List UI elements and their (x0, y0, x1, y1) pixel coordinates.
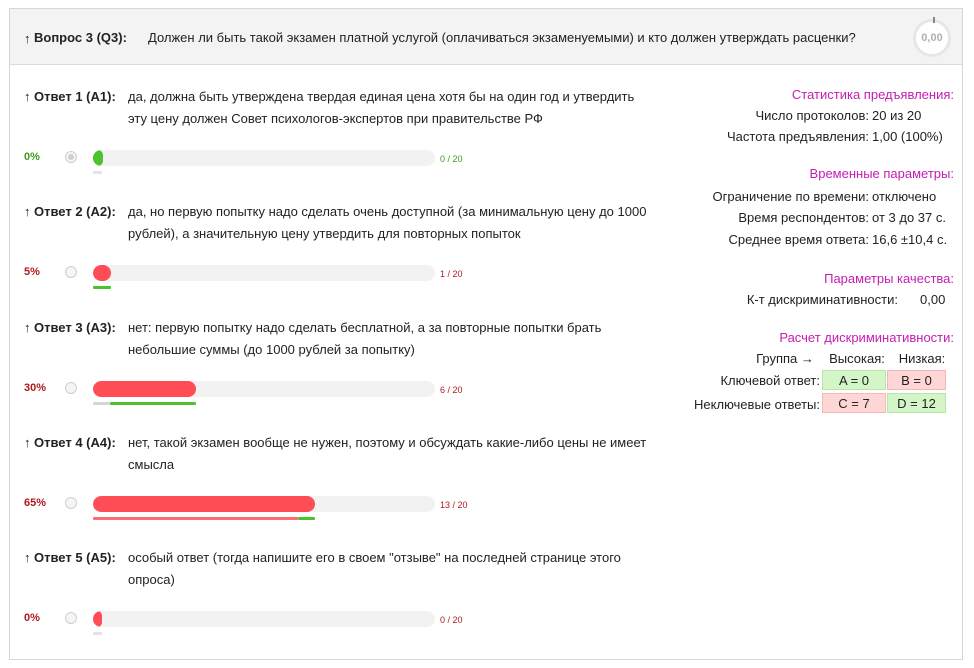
quality-disc-row (610, 292, 954, 308)
answer-progress-track (93, 381, 435, 397)
answer-progress-fill (93, 381, 196, 397)
stats-freq-row (610, 129, 954, 145)
answer-radio[interactable] (65, 151, 77, 163)
answer-progress-fill (93, 611, 102, 627)
answer-count: 0 / 20 (440, 154, 463, 164)
answer-item-4 (10, 435, 670, 545)
time-limit-value: отключено (872, 189, 937, 204)
answer-count: 13 / 20 (440, 500, 468, 510)
quality-disc-value: 0,00 (920, 292, 946, 307)
answer-progress-track (93, 265, 435, 281)
answer-item-5 (10, 550, 670, 660)
answer-text: нет: первую попытку надо сделать бесплатной, а за повторные попытки брать небольшие суммы (до 1000 рублей за попытку) (128, 320, 602, 357)
score-gauge (913, 19, 951, 57)
group-header-label: Группа → (756, 351, 814, 366)
time-title: Временные параметры: (809, 166, 954, 181)
answer-text: особый ответ (тогда напишите его в своем "отзыве" на последней странице этого опроса) (128, 550, 621, 587)
time-avg-value: 16,6 ±10,4 с. (872, 232, 948, 247)
question-card (9, 8, 963, 660)
answer-text: да, должна быть утверждена твердая единая цена хотя бы на один год и утвердить эту цену должен Совет психологов-экспертов при правительстве РФ (128, 89, 635, 126)
sort-arrow-icon[interactable]: ↑ (24, 550, 31, 565)
quality-disc-label: К-т дискриминативности: (746, 292, 898, 307)
answer-radio[interactable] (65, 266, 77, 278)
stats-protocols-row (610, 108, 954, 124)
answer-radio[interactable] (65, 497, 77, 509)
question-header (10, 9, 962, 65)
sort-arrow-icon[interactable]: ↑ (24, 435, 31, 450)
score-tick (933, 17, 935, 23)
stats-freq-value: 1,00 (100%) (872, 129, 943, 144)
time-avg-label: Среднее время ответа: (728, 232, 869, 247)
group-low-label: Низкая: (898, 351, 946, 366)
answer-percent: 30% (24, 382, 47, 394)
answer-label: Ответ 4 (A4): (34, 435, 116, 450)
time-limit-row (610, 189, 954, 205)
answer-count: 6 / 20 (440, 385, 463, 395)
nonkey-answers-label: Неключевые ответы: (694, 397, 820, 412)
group-high-label: Высокая: (829, 351, 885, 366)
answer-label: Ответ 1 (A1): (34, 89, 116, 104)
answer-count: 0 / 20 (440, 615, 463, 625)
answer-text: нет, такой экзамен вообще не нужен, поэтому и обсуждать какие-либо цены не имеет смысла (128, 435, 647, 472)
question-label: Вопрос 3 (Q3): (34, 30, 127, 45)
time-limit-label: Ограничение по времени: (712, 189, 869, 204)
sort-arrow-icon[interactable]: ↑ (24, 89, 31, 104)
answer-text: да, но первую попытку надо сделать очень доступной (за минимальную цену до 1000 рублей), а значительную цену утвердить для повторных попыток (128, 204, 647, 241)
sort-arrow-icon[interactable]: ↑ (24, 31, 31, 46)
stats-freq-label: Частота предъявления: (727, 129, 869, 144)
answer-progress-fill (93, 496, 315, 512)
time-resp-value: от 3 до 37 с. (872, 210, 946, 225)
answer-progress-fill (93, 150, 103, 166)
answer-radio[interactable] (65, 382, 77, 394)
answer-radio[interactable] (65, 612, 77, 624)
cell-b: B = 0 (887, 370, 946, 390)
cell-c: C = 7 (822, 393, 886, 413)
answer-percent: 0% (24, 151, 40, 163)
sort-arrow-icon[interactable]: ↑ (24, 320, 31, 335)
answer-progress-fill (93, 265, 111, 281)
time-avg-row (610, 232, 954, 248)
answer-percent: 5% (24, 266, 40, 278)
answer-item-1 (10, 89, 670, 199)
answer-progress-track (93, 150, 435, 166)
answer-item-3 (10, 320, 670, 430)
key-answer-label: Ключевой ответ: (720, 373, 820, 388)
sort-arrow-icon[interactable]: ↑ (24, 204, 31, 219)
stats-protocols-value: 20 из 20 (872, 108, 922, 123)
time-resp-label: Время респондентов: (738, 210, 869, 225)
answer-progress-track (93, 496, 435, 512)
cell-d: D = 12 (887, 393, 946, 413)
score-value: 0,00 (921, 32, 943, 44)
answer-progress-track (93, 611, 435, 627)
answer-count: 1 / 20 (440, 269, 463, 279)
question-text: Должен ли быть такой экзамен платной услугой (оплачиваться экзаменуемыми) и кто должен утверждать расценки? (148, 30, 856, 45)
answer-label: Ответ 2 (A2): (34, 204, 116, 219)
cell-a: A = 0 (822, 370, 886, 390)
answer-percent: 65% (24, 497, 47, 509)
time-resp-row (610, 210, 954, 226)
answer-label: Ответ 5 (A5): (34, 550, 116, 565)
quality-title: Параметры качества: (824, 271, 954, 286)
stats-title: Статистика предъявления: (791, 87, 954, 102)
answer-percent: 0% (24, 612, 40, 624)
answer-label: Ответ 3 (A3): (34, 320, 116, 335)
stats-protocols-label: Число протоколов: (755, 108, 869, 123)
answer-item-2 (10, 204, 670, 314)
discrimination-title: Расчет дискриминативности: (779, 330, 954, 345)
